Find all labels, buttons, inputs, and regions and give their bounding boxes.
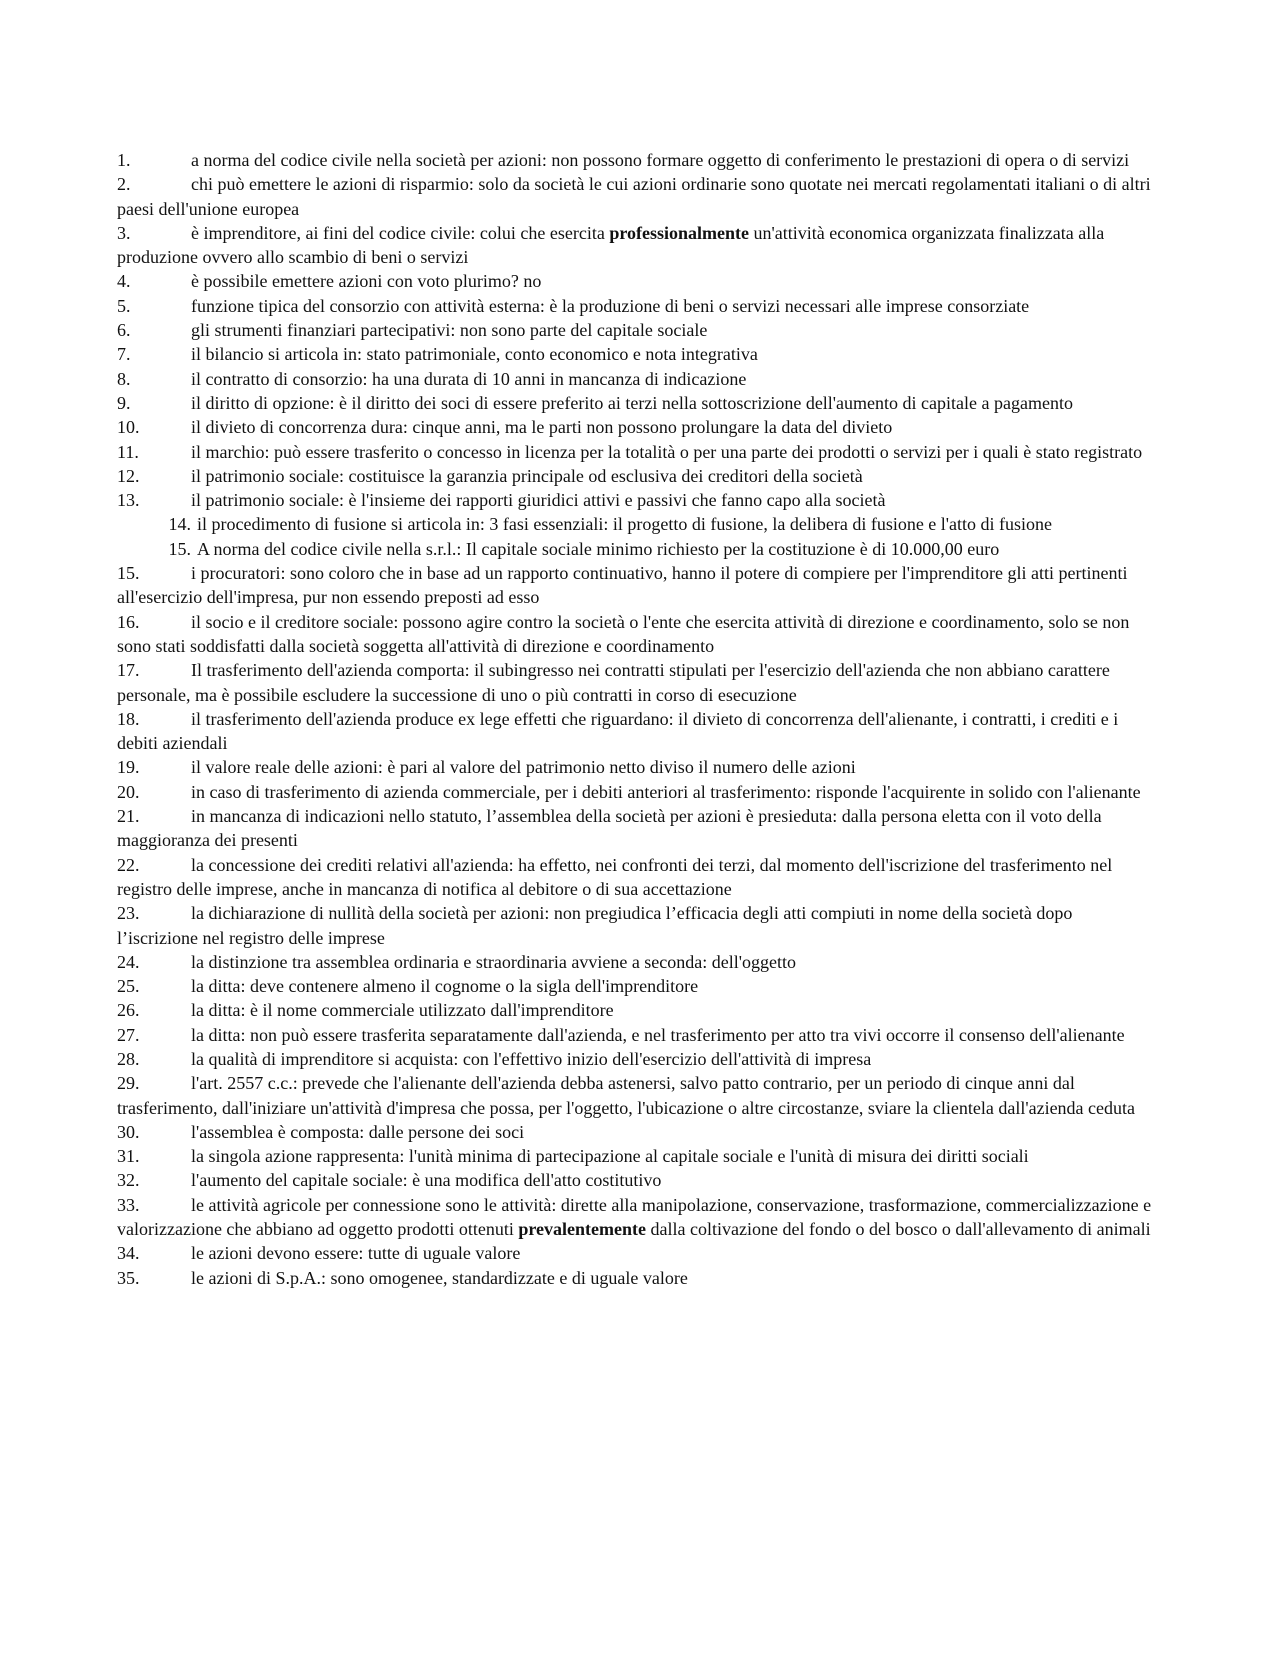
item-text-pre: le attività agricole per connessione sono le attività: dirette alla manipolazione, conservazione, trasformazione, commercializzazione e valorizzazione che abbiano ad oggetto prodotti ottenuti: [117, 1194, 1152, 1240]
item-number: 21.: [117, 806, 140, 827]
list-item: [117, 294, 1157, 318]
item-text: il contratto di consorzio: ha una durata di 10 anni in mancanza di indicazione: [191, 368, 747, 389]
list-item: [117, 901, 1157, 950]
item-number: 25.: [117, 976, 140, 997]
item-number: 7.: [117, 344, 131, 365]
list-item: [117, 707, 1157, 756]
item-text: la qualità di imprenditore si acquista: con l'effettivo inizio dell'esercizio dell'attività di impresa: [191, 1048, 872, 1069]
list-item: [117, 755, 1157, 779]
item-number: 1.: [117, 150, 131, 170]
list-item: [117, 1266, 1157, 1290]
item-text-post: dalla coltivazione del fondo o del bosco o dall'allevamento di animali: [646, 1219, 1151, 1240]
list-item: [117, 998, 1157, 1022]
list-item: [117, 1047, 1157, 1071]
item-text: in caso di trasferimento di azienda commerciale, per i debiti anteriori al trasferimento: risponde l'acquirente in solido con l'alienante: [191, 781, 1141, 802]
item-number: 15.: [168, 538, 191, 559]
item-text: il patrimonio sociale: è l'insieme dei rapporti giuridici attivi e passivi che fanno capo alla società: [191, 490, 886, 511]
item-text: la singola azione rappresenta: l'unità minima di partecipazione al capitale sociale e l'unità di misura dei diritti sociali: [191, 1146, 1029, 1167]
item-number: 23.: [117, 903, 140, 924]
item-number: 12.: [117, 465, 140, 486]
item-text: il procedimento di fusione si articola in: 3 fasi essenziali: il progetto di fusione, la delibera di fusione e l'atto di fusione: [197, 514, 1053, 535]
list-item: [117, 221, 1157, 270]
list-item: [117, 391, 1157, 415]
item-number: 27.: [117, 1024, 140, 1045]
item-text: l'aumento del capitale sociale: è una modifica dell'atto costitutivo: [191, 1170, 662, 1191]
list-item: [117, 464, 1157, 488]
item-text: i procuratori: sono coloro che in base ad un rapporto continuativo, hanno il potere di compiere per l'imprenditore gli atti pertinenti all'esercizio dell'impresa, pur non essendo preposti ad esso: [117, 563, 1128, 608]
item-text: la dichiarazione di nullità della società per azioni: non pregiudica l’efficacia degli atti compiuti in nome della società dopo l’iscrizione nel registro delle imprese: [117, 903, 1073, 948]
item-text: la distinzione tra assemblea ordinaria e straordinaria avviene a seconda: dell'oggetto: [191, 951, 797, 972]
item-text: funzione tipica del consorzio con attività esterna: è la produzione di beni o servizi necessari alle imprese consorziate: [191, 295, 1030, 316]
list-item: [117, 780, 1157, 804]
list-item: [117, 1144, 1157, 1168]
item-number: 24.: [117, 951, 140, 972]
list-item: [117, 367, 1157, 391]
item-text: a norma del codice civile nella società per azioni: non possono formare oggetto di conferimento le prestazioni di opera o di servizi: [191, 150, 1130, 170]
item-number: 5.: [117, 295, 131, 316]
item-text: il bilancio si articola in: stato patrimoniale, conto economico e nota integrativa: [191, 344, 758, 365]
item-number: 9.: [117, 392, 131, 413]
list-item: [117, 950, 1157, 974]
item-number: 13.: [117, 490, 140, 511]
item-text: Il trasferimento dell'azienda comporta: il subingresso nei contratti stipulati per l'esercizio dell'azienda che non abbiano carattere personale, ma è possibile escludere la successione di uno o più contratti in corso di esecuzione: [117, 660, 1110, 705]
list-item: [117, 148, 1157, 172]
item-number: 3.: [117, 222, 131, 243]
item-text: la ditta: non può essere trasferita separatamente dall'azienda, e nel trasferimento per atto tra vivi occorre il consenso dell'alienante: [191, 1024, 1125, 1045]
list-item: [117, 172, 1157, 221]
item-text: la ditta: è il nome commerciale utilizzato dall'imprenditore: [191, 1000, 614, 1021]
item-number: 33.: [117, 1194, 140, 1215]
item-number: 35.: [117, 1267, 140, 1288]
list-item: [117, 658, 1157, 707]
item-text: il patrimonio sociale: costituisce la garanzia principale od esclusiva dei creditori della società: [191, 465, 863, 486]
list-item: [117, 1168, 1157, 1192]
list-item: [117, 853, 1157, 902]
item-number: 15.: [117, 563, 140, 584]
list-item: [117, 561, 1157, 610]
item-number: 8.: [117, 368, 131, 389]
item-text: la concessione dei crediti relativi all'azienda: ha effetto, nei confronti dei terzi, dal momento dell'iscrizione del trasferimento nel registro delle imprese, anche in mancanza di notifica al debitore o di sua accettazione: [117, 854, 1113, 899]
list-item: [117, 488, 1157, 512]
list-item-indented: [117, 512, 1157, 536]
item-number: 29.: [117, 1073, 140, 1094]
item-number: 31.: [117, 1146, 140, 1167]
list-item: [117, 342, 1157, 366]
item-text: il divieto di concorrenza dura: cinque anni, ma le parti non possono prolungare la data del divieto: [191, 417, 893, 438]
item-number: 30.: [117, 1121, 140, 1142]
list-item: [117, 1193, 1157, 1242]
list-item: [117, 318, 1157, 342]
item-number: 20.: [117, 781, 140, 802]
list-item: [117, 1023, 1157, 1047]
item-text: il trasferimento dell'azienda produce ex lege effetti che riguardano: il divieto di concorrenza dell'alienante, i contratti, i crediti e i debiti aziendali: [117, 708, 1119, 754]
item-text-post: un'attività economica organizzata finalizzata alla produzione ovvero allo scambio di beni o servizi: [117, 222, 1105, 268]
item-text: il socio e il creditore sociale: possono agire contro la società o l'ente che esercita attività di direzione e coordinamento, solo se non sono stati soddisfatti dalla società soggetta all'attività di direzione e coordinamento: [117, 611, 1130, 656]
list-item-indented: [117, 537, 1157, 561]
document-body: [117, 148, 1157, 1290]
item-number: 2.: [117, 174, 131, 195]
item-text: il diritto di opzione: è il diritto dei soci di essere preferito ai terzi nella sottoscrizione dell'aumento di capitale a pagamento: [191, 392, 1073, 413]
item-number: 32.: [117, 1170, 140, 1191]
item-number: 17.: [117, 660, 140, 681]
item-number: 10.: [117, 417, 140, 438]
item-number: 22.: [117, 854, 140, 875]
item-text-bold: prevalentemente: [518, 1219, 647, 1240]
item-number: 11.: [117, 441, 139, 462]
list-item: [117, 415, 1157, 439]
list-item: [117, 610, 1157, 659]
item-number: 4.: [117, 271, 131, 292]
item-text: l'assemblea è composta: dalle persone dei soci: [191, 1121, 525, 1142]
item-text: il valore reale delle azioni: è pari al valore del patrimonio netto diviso il numero delle azioni: [191, 757, 856, 778]
item-text: gli strumenti finanziari partecipativi: non sono parte del capitale sociale: [191, 320, 708, 341]
item-number: 28.: [117, 1048, 140, 1069]
list-item: [117, 269, 1157, 293]
item-text: le azioni devono essere: tutte di uguale valore: [191, 1243, 521, 1264]
item-number: 26.: [117, 1000, 140, 1021]
list-item: [117, 804, 1157, 853]
item-number: 19.: [117, 757, 140, 778]
item-text-bold: professionalmente: [609, 222, 749, 243]
item-number: 18.: [117, 708, 140, 729]
item-number: 16.: [117, 611, 140, 632]
item-number: 6.: [117, 320, 131, 341]
item-text: in mancanza di indicazioni nello statuto, l’assemblea della società per azioni è presieduta: dalla persona eletta con il voto della maggioranza dei presenti: [117, 806, 1102, 851]
item-text: le azioni di S.p.A.: sono omogenee, standardizzate e di uguale valore: [191, 1267, 688, 1288]
item-text: il marchio: può essere trasferito o concesso in licenza per la totalità o per una parte dei prodotti o servizi per i quali è stato registrato: [191, 441, 1143, 462]
item-text: A norma del codice civile nella s.r.l.: Il capitale sociale minimo richiesto per la costituzione è di 10.000,00 euro: [197, 538, 1000, 559]
item-text: chi può emettere le azioni di risparmio: solo da società le cui azioni ordinarie sono quotate nei mercati regolamentati italiani o di altri paesi dell'unione europea: [117, 174, 1151, 219]
item-text: la ditta: deve contenere almeno il cognome o la sigla dell'imprenditore: [191, 976, 699, 997]
item-text: è possibile emettere azioni con voto plurimo? no: [191, 271, 542, 292]
item-number: 34.: [117, 1243, 140, 1264]
list-item: [117, 1071, 1157, 1120]
item-text-pre: è imprenditore, ai fini del codice civile: colui che esercita: [191, 222, 610, 243]
list-item: [117, 1120, 1157, 1144]
list-item: [117, 974, 1157, 998]
item-number: 14.: [168, 514, 191, 535]
list-item: [117, 440, 1157, 464]
item-text: l'art. 2557 c.c.: prevede che l'alienante dell'azienda debba astenersi, salvo patto contrario, per un periodo di cinque anni dal trasferimento, dall'iniziare un'attività d'impresa che possa, per l'oggetto, l'ubicazione o altre circostanze, sviare la clientela dall'azienda ceduta: [117, 1073, 1136, 1118]
list-item: [117, 1241, 1157, 1265]
